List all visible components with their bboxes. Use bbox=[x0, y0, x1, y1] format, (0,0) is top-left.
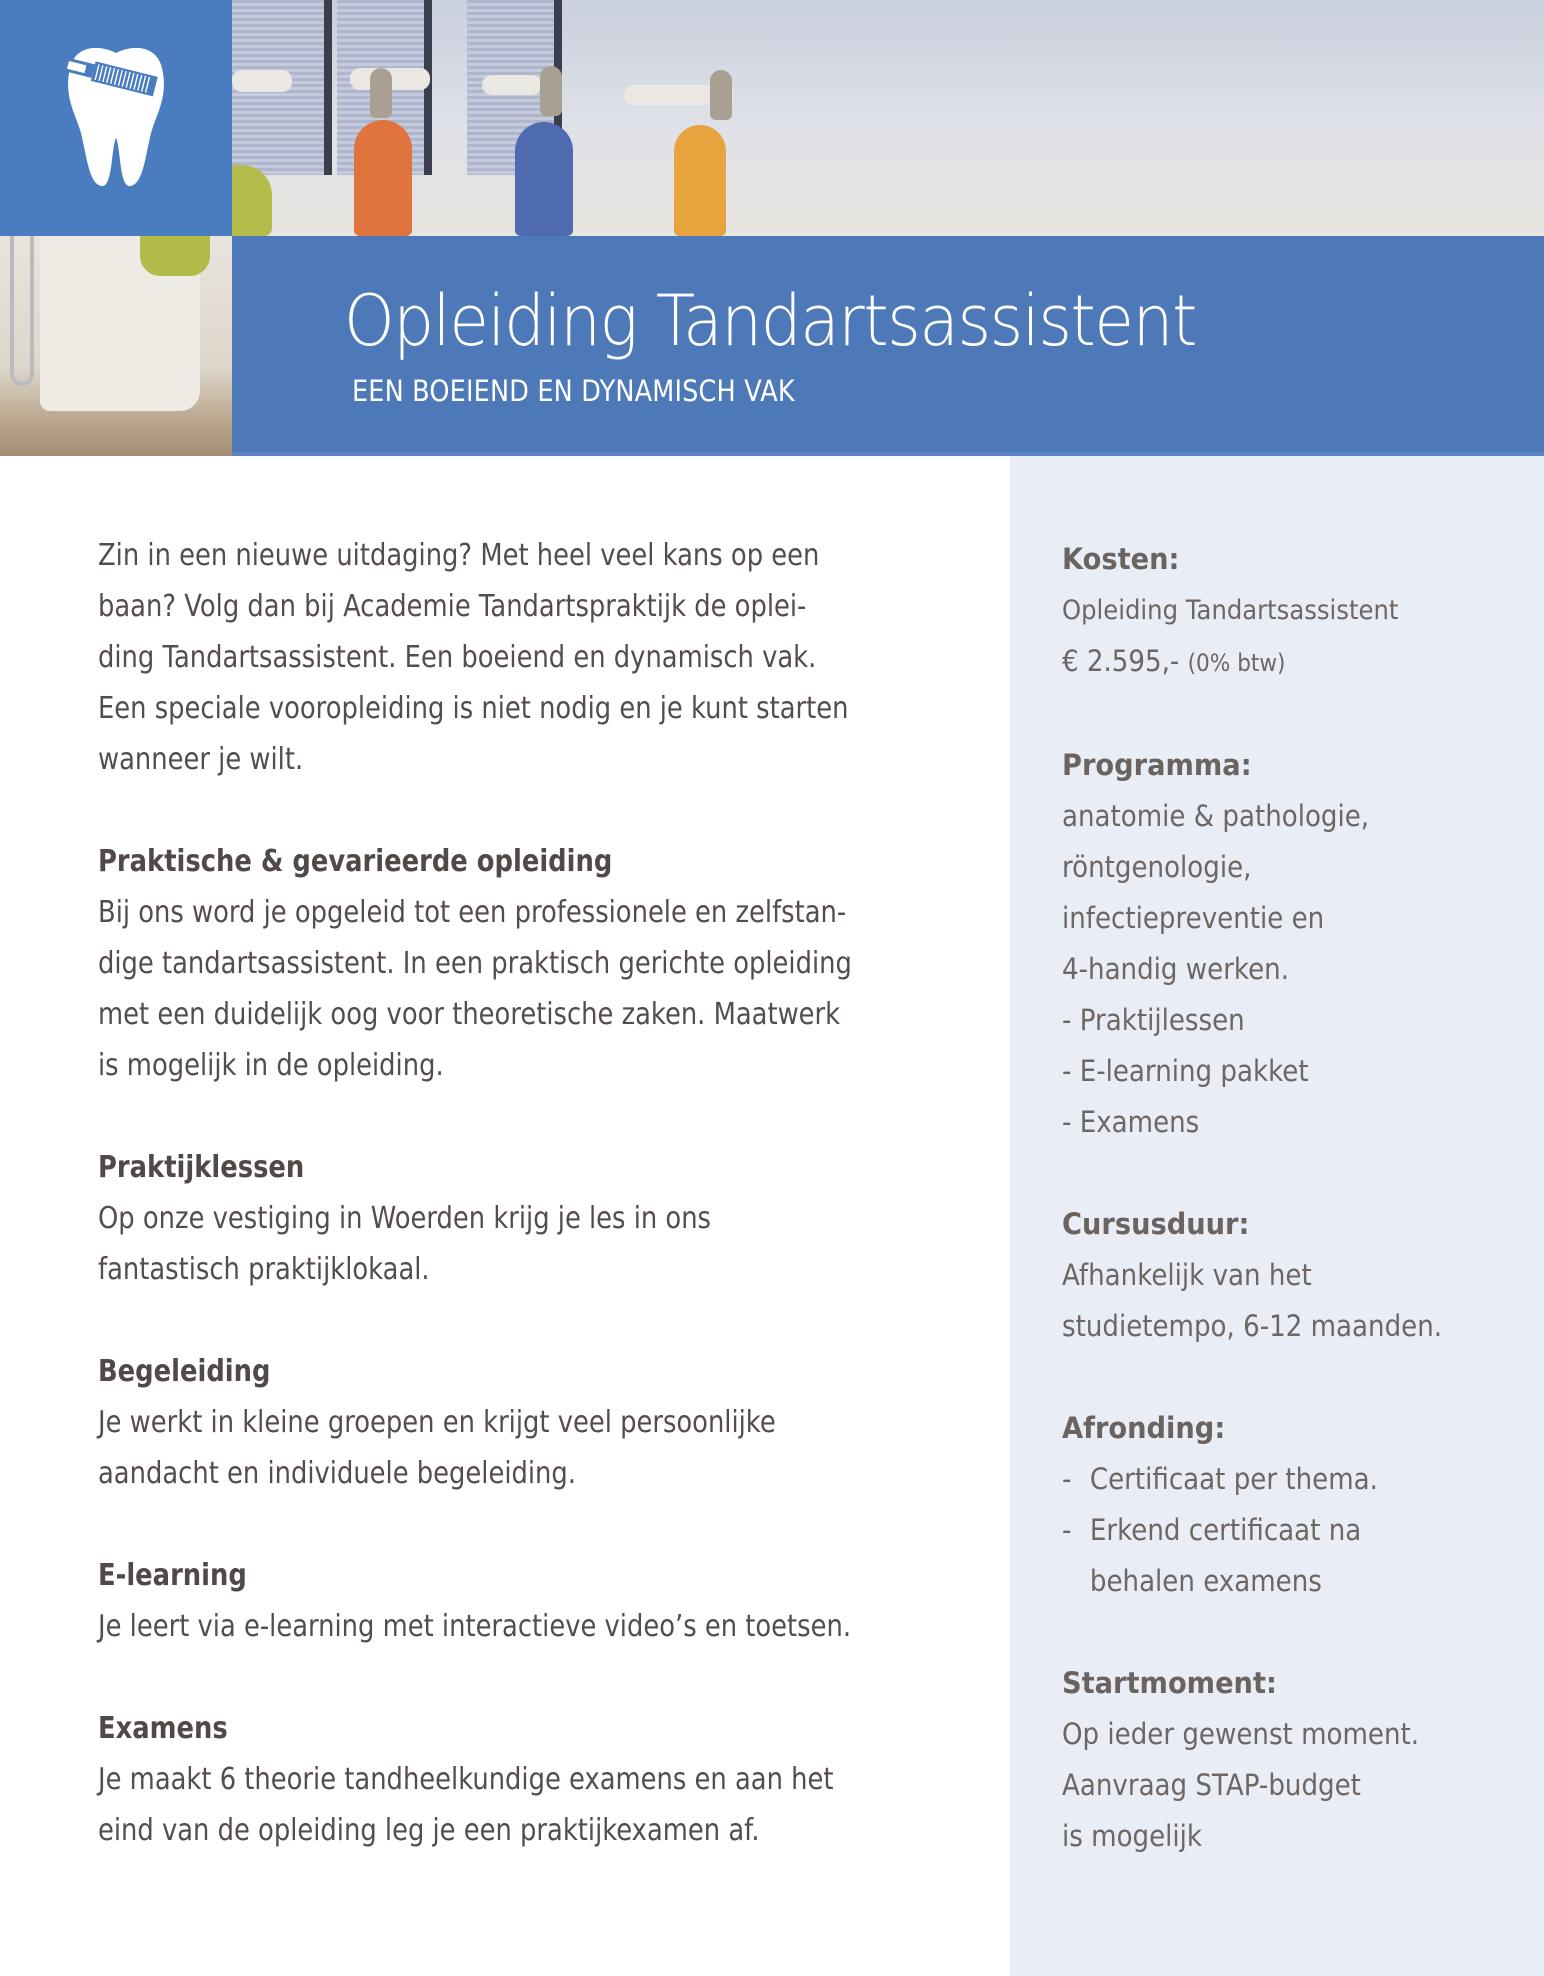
section-praktijklessen bbox=[98, 1142, 972, 1295]
course-name: Opleiding Tandartsassistent bbox=[1062, 595, 1399, 626]
chair-headrest bbox=[370, 68, 392, 118]
section-heading: Praktijklessen bbox=[98, 1150, 305, 1185]
sidebar-startmoment bbox=[1062, 1658, 1522, 1862]
section-heading: Praktische & gevarieerde opleiding bbox=[98, 844, 613, 879]
text-line: wanneer je wilt. bbox=[98, 742, 304, 777]
logo-block bbox=[0, 0, 232, 236]
title-block bbox=[232, 236, 1544, 456]
main-content bbox=[98, 530, 972, 1856]
text-line: Je leert via e-learning met interactieve video’s en toetsen. bbox=[98, 1609, 852, 1644]
text-line: ding Tandartsassistent. Een boeiend en dynamisch vak. bbox=[98, 640, 817, 675]
list-item: - E-learning pakket bbox=[1062, 1054, 1309, 1088]
list-item-text: Erkend certificaat na bbox=[1089, 1513, 1362, 1547]
header-photo-side bbox=[0, 236, 232, 456]
list-item bbox=[1062, 1505, 1476, 1556]
sidebar-heading: Cursusduur: bbox=[1062, 1207, 1250, 1241]
section-body bbox=[98, 1193, 972, 1295]
sidebar-heading: Programma: bbox=[1062, 748, 1252, 782]
text-line: Bij ons word je opgeleid tot een professionele en zelfstan- bbox=[98, 895, 847, 930]
list-item: - Examens bbox=[1062, 1105, 1200, 1139]
header-banner bbox=[0, 0, 1544, 456]
dental-arm bbox=[482, 75, 542, 95]
section-body bbox=[98, 1601, 972, 1652]
tooth-with-toothbrush-icon bbox=[61, 43, 171, 193]
header-photo bbox=[232, 0, 1544, 236]
sidebar-cursusduur bbox=[1062, 1199, 1522, 1352]
price-line bbox=[1062, 636, 1476, 689]
section-heading: E-learning bbox=[98, 1558, 247, 1593]
sidebar-afronding bbox=[1062, 1403, 1522, 1607]
dash-bullet: - bbox=[1062, 1513, 1072, 1547]
sidebar-programma bbox=[1062, 740, 1522, 1148]
text-line: 4-handig werken. bbox=[1062, 952, 1290, 986]
section-examens bbox=[98, 1703, 972, 1856]
text-line: Op ieder gewenst moment. bbox=[1062, 1717, 1420, 1751]
text-line: infectiepreventie en bbox=[1062, 901, 1325, 935]
section-heading: Examens bbox=[98, 1711, 228, 1746]
text-line: is mogelijk in de opleiding. bbox=[98, 1048, 444, 1083]
section-body bbox=[98, 1754, 972, 1856]
section-praktische-opleiding bbox=[98, 836, 972, 1091]
section-begeleiding bbox=[98, 1346, 972, 1499]
section-heading: Begeleiding bbox=[98, 1354, 271, 1389]
text-line: Je maakt 6 theorie tandheelkundige examens en aan het bbox=[98, 1762, 834, 1797]
section-body bbox=[98, 1397, 972, 1499]
dash-bullet: - bbox=[1062, 1462, 1072, 1496]
sidebar-heading: Afronding: bbox=[1062, 1411, 1226, 1445]
text-line: Zin in een nieuwe uitdaging? Met heel veel kans op een bbox=[98, 538, 820, 573]
sidebar-kosten bbox=[1062, 534, 1522, 689]
text-line: baan? Volg dan bij Academie Tandartspraktijk de oplei- bbox=[98, 589, 807, 624]
dental-arm bbox=[232, 70, 292, 92]
text-line: dige tandartsassistent. In een praktisch gerichte opleiding bbox=[98, 946, 852, 981]
text-line: Op onze vestiging in Woerden krijg je les in ons bbox=[98, 1201, 712, 1236]
chair-headrest bbox=[540, 66, 562, 116]
list-item: - Praktijlessen bbox=[1062, 1003, 1245, 1037]
page-subtitle: EEN BOEIEND EN DYNAMISCH VAK bbox=[352, 374, 795, 408]
chair-headrest bbox=[710, 70, 732, 120]
text-line: is mogelijk bbox=[1062, 1819, 1203, 1853]
dental-chair-yellow bbox=[674, 125, 726, 236]
text-line: studietempo, 6-12 maanden. bbox=[1062, 1309, 1443, 1343]
list-item-continuation: behalen examens bbox=[1089, 1564, 1322, 1598]
text-line: met een duidelijk oog voor theoretische zaken. Maatwerk bbox=[98, 997, 841, 1032]
text-line: röntgenologie, bbox=[1062, 850, 1252, 884]
intro-paragraph bbox=[98, 530, 972, 785]
dental-hose bbox=[10, 236, 34, 386]
text-line: eind van de opleiding leg je een praktijkexamen af. bbox=[98, 1813, 760, 1848]
text-line: Je werkt in kleine groepen en krijgt veel persoonlijke bbox=[98, 1405, 776, 1440]
text-line: Aanvraag STAP-budget bbox=[1062, 1768, 1361, 1802]
text-line: Een speciale vooropleiding is niet nodig en je kunt starten bbox=[98, 691, 849, 726]
text-line: Afhankelijk van het bbox=[1062, 1258, 1312, 1292]
dental-chair-green bbox=[232, 165, 272, 236]
dental-chair-orange bbox=[354, 120, 412, 236]
sidebar-heading: Kosten: bbox=[1062, 542, 1180, 576]
section-e-learning bbox=[98, 1550, 972, 1652]
sidebar-heading: Startmoment: bbox=[1062, 1666, 1277, 1700]
text-line: anatomie & pathologie, bbox=[1062, 799, 1370, 833]
page-title: Opleiding Tandartsassistent bbox=[344, 280, 1196, 362]
dental-chair-blue bbox=[515, 122, 573, 236]
list-item bbox=[1062, 1454, 1476, 1505]
price-vat-note: (0% btw) bbox=[1187, 649, 1286, 677]
price-value: € 2.595,- bbox=[1062, 644, 1180, 678]
text-line: aandacht en individuele begeleiding. bbox=[98, 1456, 576, 1491]
text-line: fantastisch praktijklokaal. bbox=[98, 1252, 430, 1287]
section-body bbox=[98, 887, 972, 1091]
info-sidebar bbox=[1010, 456, 1544, 1976]
list-item-text: Certificaat per thema. bbox=[1089, 1462, 1378, 1496]
dental-chair-green bbox=[140, 236, 210, 276]
